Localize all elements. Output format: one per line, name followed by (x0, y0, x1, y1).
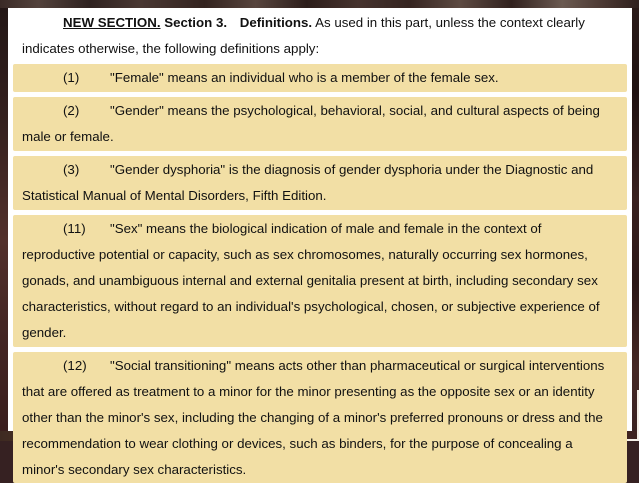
definition-item (13, 156, 627, 210)
definition-item (13, 215, 627, 347)
definition-item (13, 64, 627, 92)
section-intro-text: As used in this part, unless the context clearly indicates otherwise, the following definitions apply: (22, 15, 585, 56)
definition-item (13, 352, 627, 483)
section-number-label: Section 3. (164, 15, 228, 30)
definition-text: "Social transitioning" means acts other than pharmaceutical or surgical interventions that are offered as treatment to a minor for the minor presenting as the opposite sex or an identity other than the minor's sex, including the changing of a minor's preferred pronouns or dress and the recommendation to wear clothing or devices, such as binders, for the purpose of concealing a minor's secondary sex characteristics. (22, 358, 605, 477)
document-page (8, 8, 632, 477)
background-left-strip (0, 8, 8, 431)
definition-text: "Gender dysphoria" is the diagnosis of gender dysphoria under the Diagnostic and Statistical Manual of Mental Disorders, Fifth Edition. (22, 162, 594, 203)
definition-text: "Sex" means the biological indication of male and female in the context of reproductive potential or capacity, such as sex chromosomes, naturally occurring sex hormones, gonads, and unambiguous internal and external genitalia present at birth, including secondary sex characteristics, without regard to an individual's psychological, chosen, or subjective experience of gender. (22, 221, 600, 340)
background-top-strip (0, 0, 639, 8)
definition-number: (11) (63, 221, 86, 236)
definition-number: (12) (63, 358, 87, 373)
definition-item (13, 97, 627, 151)
new-section-label: NEW SECTION. (63, 15, 161, 30)
definition-text: "Gender" means the psychological, behavioral, social, and cultural aspects of being male or female. (22, 103, 600, 144)
definition-number: (1) (63, 70, 80, 85)
section-heading (22, 10, 615, 62)
definitions-list (8, 64, 632, 483)
definition-number: (3) (63, 162, 80, 177)
section-title: Definitions. (239, 15, 313, 30)
background-right-strip (632, 8, 639, 431)
definition-text: "Female" means an individual who is a member of the female sex. (110, 70, 499, 85)
definition-number: (2) (63, 103, 80, 118)
